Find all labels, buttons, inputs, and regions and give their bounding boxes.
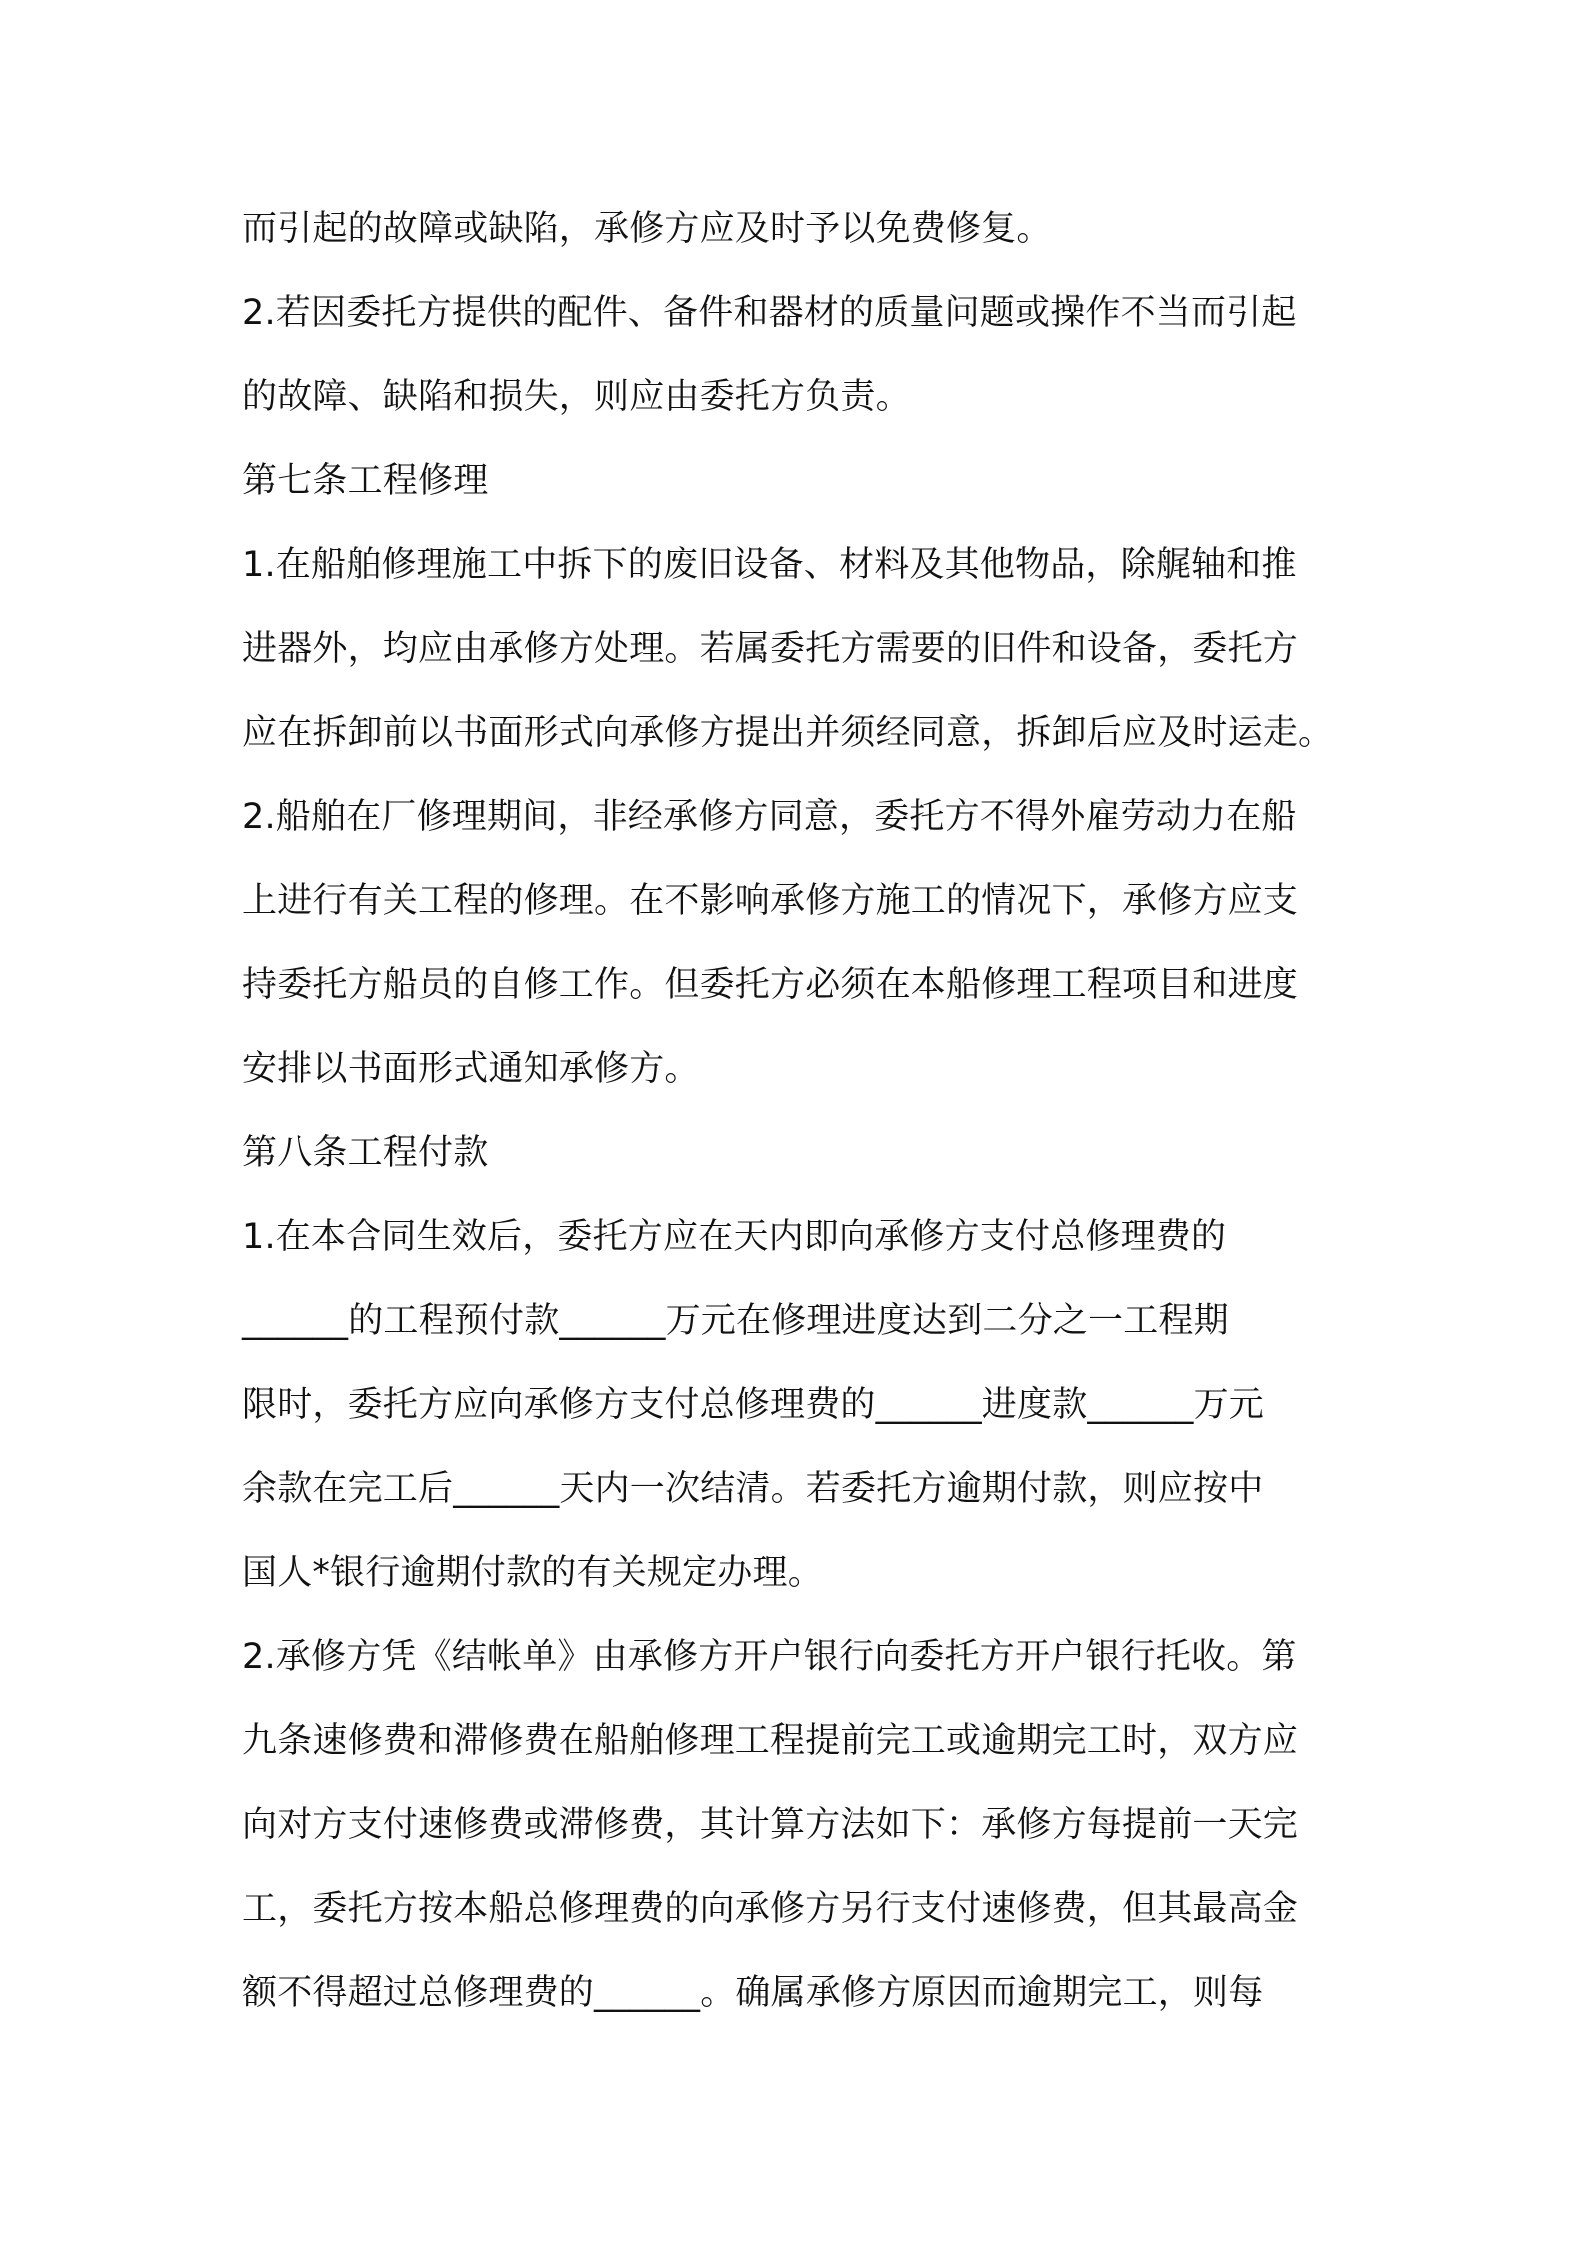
text-line: 2.承修方凭《结帐单》由承修方开户银行向委托方开户银行托收。第 xyxy=(242,1637,1297,1677)
text-line: 而引起的故障或缺陷，承修方应及时予以免费修复。 xyxy=(242,209,1052,249)
text-line: 持委托方船员的自修工作。但委托方必须在本船修理工程项目和进度 xyxy=(242,965,1299,1005)
text-line: 上进行有关工程的修理。在不影响承修方施工的情况下，承修方应支 xyxy=(242,881,1299,921)
section-heading: 第七条工程修理 xyxy=(242,461,489,501)
text-line: 限时，委托方应向承修方支付总修理费的______进度款______万元 xyxy=(242,1385,1265,1425)
text-line: 九条速修费和滞修费在船舶修理工程提前完工或逾期完工时，双方应 xyxy=(242,1721,1299,1761)
text-line: 应在拆卸前以书面形式向承修方提出并须经同意，拆卸后应及时运走。 xyxy=(242,713,1334,753)
section-heading: 第八条工程付款 xyxy=(242,1133,489,1173)
text-line: 进器外，均应由承修方处理。若属委托方需要的旧件和设备，委托方 xyxy=(242,629,1299,669)
text-line: 2.船舶在厂修理期间，非经承修方同意，委托方不得外雇劳动力在船 xyxy=(242,797,1297,837)
text-line: 工，委托方按本船总修理费的向承修方另行支付速修费，但其最高金 xyxy=(242,1889,1299,1929)
text-line: 余款在完工后______天内一次结清。若委托方逾期付款，则应按中 xyxy=(242,1469,1264,1509)
text-line: 的故障、缺陷和损失，则应由委托方负责。 xyxy=(242,377,911,417)
text-line: 向对方支付速修费或滞修费，其计算方法如下：承修方每提前一天完 xyxy=(242,1805,1299,1845)
text-line: 1.在本合同生效后，委托方应在天内即向承修方支付总修理费的 xyxy=(242,1217,1227,1257)
text-line: 安排以书面形式通知承修方。 xyxy=(242,1049,700,1089)
text-line: 国人*银行逾期付款的有关规定办理。 xyxy=(242,1553,823,1593)
text-line: 2.若因委托方提供的配件、备件和器材的质量问题或操作不当而引起 xyxy=(242,293,1297,333)
text-line: ______的工程预付款______万元在修理进度达到二分之一工程期 xyxy=(242,1301,1229,1341)
text-line: 额不得超过总修理费的______。确属承修方原因而逾期完工，则每 xyxy=(242,1973,1264,2013)
text-line: 1.在船舶修理施工中拆下的废旧设备、材料及其他物品，除艉轴和推 xyxy=(242,545,1297,585)
